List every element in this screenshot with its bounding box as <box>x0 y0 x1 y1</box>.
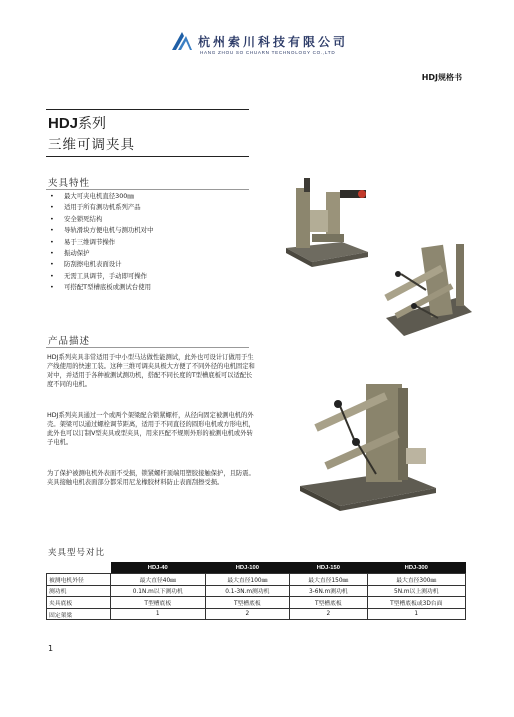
table-cell: T型槽底板或3D台面 <box>367 597 465 609</box>
table-cell: T型槽底板 <box>205 597 290 609</box>
company-name-cn: 杭州索川科技有限公司 <box>198 35 349 49</box>
company-logo-icon <box>170 30 194 54</box>
features-rule <box>46 189 249 190</box>
table-cell: 2 <box>290 608 367 620</box>
table-cell: 最大直径40㎜ <box>111 574 206 586</box>
features-list <box>50 191 153 294</box>
table-row <box>47 585 466 597</box>
features-heading: 夹具特性 <box>48 178 91 189</box>
table-cell: 1 <box>367 608 465 620</box>
table-cell: 2 <box>205 608 290 620</box>
table-row <box>47 608 466 620</box>
table-cell: 被测电机外径 <box>47 574 111 586</box>
table-cell: 最大直径300㎜ <box>367 574 465 586</box>
feature-item: • 可搭配T型槽底板或测试台使用 <box>50 283 151 292</box>
table-cell: 1 <box>111 608 206 620</box>
table-cell: T型槽底板 <box>111 597 206 609</box>
series-title <box>48 113 106 133</box>
table-header-cell: HDJ-300 <box>367 562 465 574</box>
product-subtitle: 三维可调夹具 <box>48 137 135 153</box>
table-cell: 夹具底板 <box>47 597 111 609</box>
table-row <box>47 574 466 586</box>
feature-item: • 适用于所有测功机系列产品 <box>50 203 141 212</box>
table-cell: 0.1N.m以下测功机 <box>111 585 206 597</box>
table-cell: 0.1-3N.m测功机 <box>205 585 290 597</box>
model-table-heading: 夹具型号对比 <box>48 548 106 558</box>
table-cell: T型槽底板 <box>290 597 367 609</box>
feature-item: • 振动保护 <box>50 249 90 258</box>
model-comparison-table <box>46 562 466 620</box>
description-rule <box>46 347 249 348</box>
title-top-rule <box>46 109 249 110</box>
table-cell: 固定架梁 <box>47 608 111 620</box>
title-bottom-rule <box>46 156 249 157</box>
table-header-cell: HDJ-100 <box>205 562 290 574</box>
table-cell: 测功机 <box>47 585 111 597</box>
table-header-cell <box>47 562 111 574</box>
table-header-cell: HDJ-150 <box>290 562 367 574</box>
table-cell: 3-6N.m测功机 <box>290 585 367 597</box>
page-number: 1 <box>48 644 54 653</box>
feature-item: • 安全锁死结构 <box>50 214 103 223</box>
series-code: HDJ <box>48 115 79 132</box>
table-row <box>47 597 466 609</box>
company-name-en: HANG ZHOU SO CHUARN TECHNOLOGY CO.,LTD <box>200 50 336 55</box>
description-heading: 产品描述 <box>48 336 91 347</box>
clamp-photo-large <box>286 378 446 513</box>
feature-item: • 防刮擦电机表面设计 <box>50 260 122 269</box>
table-cell: 最大直径150㎜ <box>290 574 367 586</box>
feature-item: • 导轨滑块方便电机与测功机对中 <box>50 226 154 235</box>
series-word: 系列 <box>78 116 107 132</box>
document-label: HDJ规格书 <box>421 73 462 82</box>
feature-item: • 最大可夹电机直径300㎜ <box>50 192 134 200</box>
table-cell: 5N.m以上测功机 <box>367 585 465 597</box>
table-header-row <box>47 562 466 574</box>
table-header-cell: HDJ-40 <box>111 562 206 574</box>
feature-item: • 易于三维调节操作 <box>50 237 116 246</box>
feature-item: • 无需工具调节，手动即可操作 <box>50 271 148 280</box>
clamp-photo-angled <box>356 238 476 343</box>
table-cell: 最大直径100㎜ <box>205 574 290 586</box>
description-paragraph-1: HDJ系列夹具非常适用于中小型马达做性能测试，此外也可设计订做用于生产线使用的快速工装。这种三维可调夹具极大方便了不同外径的电机固定和对中，并适用于各种被测试测功机，搭配不同长度的T型槽底板可以适配长度不同的电机。 <box>47 354 255 388</box>
description-paragraph-2: HDJ系列夹具通过一个或两个架梁配合锁紧螺杆，从径向固定被测电机的外壳。架梁可以通过螺栓调节距离，适用于不同直径的圆形电机或方形电机，此外也可以订制V型夹具或型夹具，用来匹配不规则外形的被测电机或外转子电机。 <box>47 412 255 446</box>
description-paragraph-3: 为了保护被测电机外表面不受损，锁紧螺杆顶端用塑胶接触保护，且防震。夹具接触电机表面部分都采用尼龙橡胶材料防止表面刮擦受损。 <box>47 470 255 486</box>
